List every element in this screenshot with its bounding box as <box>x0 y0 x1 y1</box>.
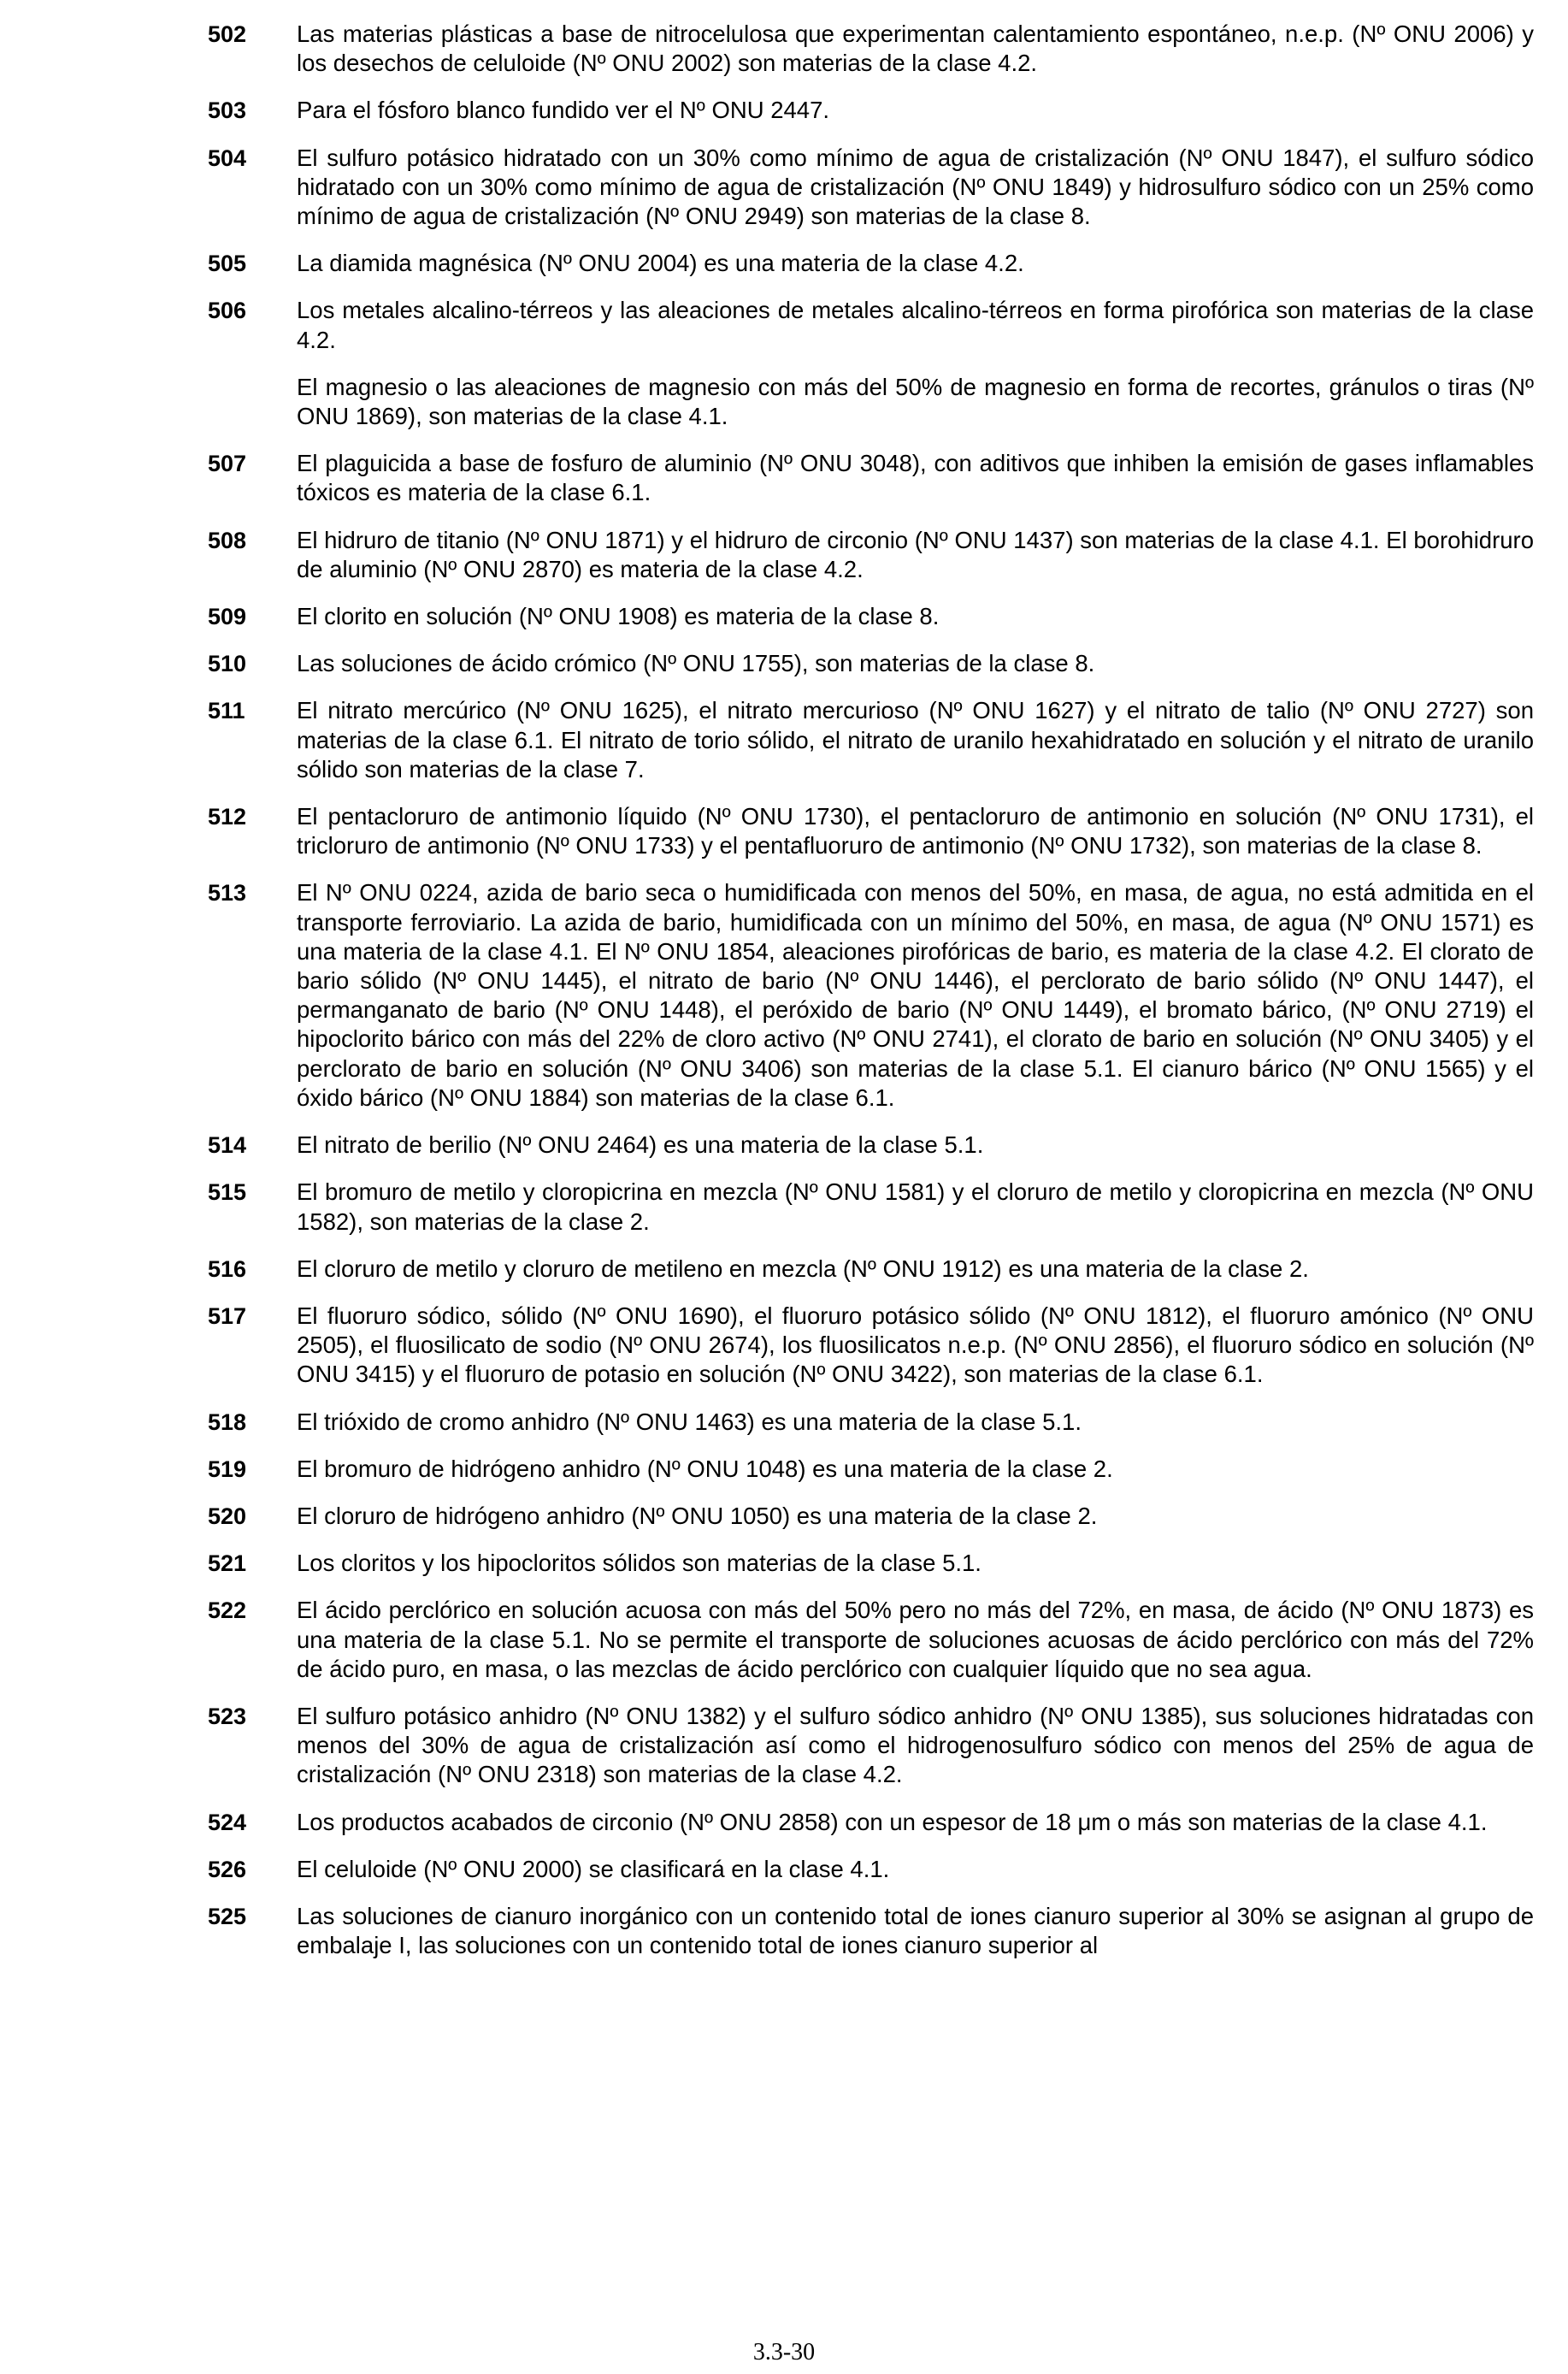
provision-text: Los metales alcalino-térreos y las aleaciones de metales alcalino-térreos en forma pirofórica son materias de la clase 4.2. <box>297 297 1534 353</box>
page-number: 3.3-30 <box>752 2339 816 2365</box>
provision-entry <box>208 249 1534 278</box>
provision-body <box>297 249 1534 278</box>
provision-body <box>297 1408 1534 1437</box>
provision-entry <box>208 802 1534 860</box>
provision-number: 521 <box>208 1550 247 1577</box>
provision-number: 510 <box>208 651 247 677</box>
provision-body <box>297 96 1534 125</box>
provision-number: 508 <box>208 527 247 553</box>
provision-body <box>297 1549 1534 1578</box>
provision-entry <box>208 878 1534 1113</box>
provision-text: Las soluciones de ácido crómico (Nº ONU 1755), son materias de la clase 8. <box>297 650 1095 677</box>
provision-body <box>297 878 1534 1113</box>
provision-number: 519 <box>208 1456 247 1482</box>
provision-entry <box>208 96 1534 125</box>
provision-number: 513 <box>208 880 247 906</box>
provision-text: La diamida magnésica (Nº ONU 2004) es una materia de la clase 4.2. <box>297 250 1024 277</box>
provision-text: El nitrato mercúrico (Nº ONU 1625), el nitrato mercurioso (Nº ONU 1627) y el nitrato de talio (Nº ONU 2727) son materias de la clase 6.1. El nitrato de torio sólido, el nitrato de uranilo hexahidratado en solución y el nitrato de uranilo sólido son materias de la clase 7. <box>297 697 1534 782</box>
provision-text: El sulfuro potásico hidratado con un 30% como mínimo de agua de cristalización (Nº ONU 1847), el sulfuro sódico hidratado con un 30% como mínimo de agua de cristalización (Nº ONU 1849) y hidrosulfuro sódico con un 25% como mínimo de agua de cristalización (Nº ONU 2949) son materias de la clase 8. <box>297 144 1534 230</box>
provision-number: 526 <box>208 1856 247 1882</box>
provision-text: El hidruro de titanio (Nº ONU 1871) y el hidruro de circonio (Nº ONU 1437) son materias de la clase 4.1. El borohidruro de aluminio (Nº ONU 2870) es materia de la clase 4.2. <box>297 526 1534 582</box>
provision-number: 514 <box>208 1132 247 1159</box>
provision-body <box>297 1131 1534 1160</box>
provision-number: 524 <box>208 1809 247 1835</box>
provision-number: 520 <box>208 1503 247 1529</box>
provision-body <box>297 20 1534 78</box>
provision-entry <box>208 1178 1534 1236</box>
provision-entry <box>208 602 1534 631</box>
provision-text: Para el fósforo blanco fundido ver el Nº ONU 2447. <box>297 97 830 124</box>
provision-text: El pentacloruro de antimonio líquido (Nº ONU 1730), el pentacloruro de antimonio en solución (Nº ONU 1731), el tricloruro de antimonio (Nº ONU 1733) y el pentafluoruro de antimonio (Nº ONU 1732), son materias de la clase 8. <box>297 803 1534 859</box>
provision-text: El fluoruro sódico, sólido (Nº ONU 1690), el fluoruro potásico sólido (Nº ONU 1812), el fluoruro amónico (Nº ONU 2505), el fluosilicato de sodio (Nº ONU 2674), los fluosilicatos n.e.p. (Nº ONU 2856), el fluoruro sódico en solución (Nº ONU 3415) y el fluoruro de potasio en solución (Nº ONU 3422), son materias de la clase 6.1. <box>297 1302 1534 1388</box>
provision-entry <box>208 696 1534 784</box>
provision-text: El ácido perclórico en solución acuosa con más del 50% pero no más del 72%, en masa, de ácido (Nº ONU 1873) es una materia de la clase 5.1. No se permite el transporte de soluciones acuosas de ácido perclórico con más del 72% de ácido puro, en masa, o las mezclas de ácido perclórico con cualquier líquido que no sea agua. <box>297 1597 1534 1682</box>
provision-number: 502 <box>208 21 247 47</box>
provision-body <box>297 526 1534 584</box>
provision-entry <box>208 1131 1534 1160</box>
provision-number: 517 <box>208 1302 247 1329</box>
provision-body <box>297 144 1534 232</box>
provision-text: Las materias plásticas a base de nitrocelulosa que experimentan calentamiento espontáneo, n.e.p. (Nº ONU 2006) y los desechos de celuloide (Nº ONU 2002) son materias de la clase 4.2. <box>297 21 1534 77</box>
provision-body <box>297 296 1534 431</box>
provision-text: El Nº ONU 0224, azida de bario seca o humidificada con menos del 50%, en masa, de agua, no está admitida en el transporte ferroviario. La azida de bario, humidificada con un mínimo del 50%, en masa, de agua (Nº ONU 1571) es una materia de la clase 4.1. El Nº ONU 1854, aleaciones pirofóricas de bario, es materia de la clase 4.2. El clorato de bario sólido (Nº ONU 1445), el nitrato de bario (Nº ONU 1446), el perclorato de bario sólido (Nº ONU 1447), el permanganato de bario (Nº ONU 1448), el peróxido de bario (Nº ONU 1449), el bromato bárico, (Nº ONU 2719) el hipoclorito bárico con más del 22% de cloro activo (Nº ONU 2741), el clorato de bario en solución (Nº ONU 3405) y el perclorato de bario en solución (Nº ONU 3406) son materias de la clase 5.1. El cianuro bárico (Nº ONU 1565) y el óxido bárico (Nº ONU 1884) son materias de la clase 6.1. <box>297 879 1534 1111</box>
provision-text: El sulfuro potásico anhidro (Nº ONU 1382) y el sulfuro sódico anhidro (Nº ONU 1385), sus soluciones hidratadas con menos del 30% de agua de cristalización así como el hidrogenosulfuro sódico con menos del 25% de agua de cristalización (Nº ONU 2318) son materias de la clase 4.2. <box>297 1702 1534 1788</box>
provision-text: El nitrato de berilio (Nº ONU 2464) es una materia de la clase 5.1. <box>297 1131 984 1159</box>
provision-number: 506 <box>208 298 247 324</box>
provision-text: Los productos acabados de circonio (Nº ONU 2858) con un espesor de 18 μm o más son materias de la clase 4.1. <box>297 1808 1488 1835</box>
provision-number: 509 <box>208 604 247 630</box>
provision-entry <box>208 1255 1534 1284</box>
provision-body <box>297 602 1534 631</box>
provision-entry <box>208 1702 1534 1790</box>
provision-body <box>297 1902 1534 1960</box>
provision-number: 523 <box>208 1703 247 1729</box>
provision-body <box>297 1255 1534 1284</box>
provision-text: El bromuro de hidrógeno anhidro (Nº ONU 1048) es una materia de la clase 2. <box>297 1455 1113 1482</box>
provision-text: Las soluciones de cianuro inorgánico con un contenido total de iones cianuro superior al 30% se asignan al grupo de embalaje I, las soluciones con un contenido total de iones cianuro superior al <box>297 1902 1534 1959</box>
provision-body <box>297 1178 1534 1236</box>
provision-body <box>297 802 1534 860</box>
provision-body <box>297 1596 1534 1684</box>
provision-number: 522 <box>208 1597 247 1624</box>
provision-number: 511 <box>208 698 245 724</box>
provision-entry <box>208 1455 1534 1484</box>
provision-text: El cloruro de hidrógeno anhidro (Nº ONU 1050) es una materia de la clase 2. <box>297 1502 1098 1529</box>
provision-body <box>297 1302 1534 1390</box>
provision-text: El plaguicida a base de fosfuro de aluminio (Nº ONU 3048), con aditivos que inhiben la emisión de gases inflamables tóxicos es materia de la clase 6.1. <box>297 450 1534 506</box>
provision-number: 512 <box>208 804 247 830</box>
provision-entry <box>208 649 1534 678</box>
provision-entry <box>208 1808 1534 1837</box>
provision-entry <box>208 20 1534 78</box>
provisions-list <box>208 20 1534 1978</box>
provision-body <box>297 649 1534 678</box>
provision-text: El trióxido de cromo anhidro (Nº ONU 1463) es una materia de la clase 5.1. <box>297 1408 1082 1435</box>
provision-entry <box>208 1902 1534 1960</box>
provision-body <box>297 1455 1534 1484</box>
provision-entry <box>208 1549 1534 1578</box>
provision-text: El clorito en solución (Nº ONU 1908) es materia de la clase 8. <box>297 603 940 630</box>
provision-text: Los cloritos y los hipocloritos sólidos son materias de la clase 5.1. <box>297 1550 981 1577</box>
provision-entry <box>208 449 1534 507</box>
provision-body <box>297 1855 1534 1884</box>
provision-body <box>297 1702 1534 1790</box>
provision-entry <box>208 144 1534 232</box>
provision-body <box>297 449 1534 507</box>
provision-text: El cloruro de metilo y cloruro de metileno en mezcla (Nº ONU 1912) es una materia de la clase 2. <box>297 1255 1309 1282</box>
provision-entry <box>208 296 1534 431</box>
provision-number: 515 <box>208 1179 247 1206</box>
provision-entry <box>208 1302 1534 1390</box>
provision-entry <box>208 526 1534 584</box>
provision-entry <box>208 1502 1534 1531</box>
provision-number: 518 <box>208 1408 247 1435</box>
provision-text: El magnesio o las aleaciones de magnesio con más del 50% de magnesio en forma de recortes, gránulos o tiras (Nº ONU 1869), son materias de la clase 4.1. <box>297 373 1534 430</box>
provision-number: 504 <box>208 145 247 171</box>
provision-entry <box>208 1596 1534 1684</box>
provision-number: 525 <box>208 1903 247 1929</box>
provision-entry <box>208 1408 1534 1437</box>
provision-number: 507 <box>208 451 247 477</box>
provision-number: 505 <box>208 251 247 277</box>
provision-body <box>297 696 1534 784</box>
provision-number: 503 <box>208 97 247 124</box>
provision-text: El bromuro de metilo y cloropicrina en mezcla (Nº ONU 1581) y el cloruro de metilo y cloropicrina en mezcla (Nº ONU 1582), son materias de la clase 2. <box>297 1178 1534 1235</box>
provision-entry <box>208 1855 1534 1884</box>
provision-number: 516 <box>208 1255 247 1282</box>
provision-text: El celuloide (Nº ONU 2000) se clasificará en la clase 4.1. <box>297 1855 890 1882</box>
provision-body <box>297 1502 1534 1531</box>
provision-body <box>297 1808 1534 1837</box>
